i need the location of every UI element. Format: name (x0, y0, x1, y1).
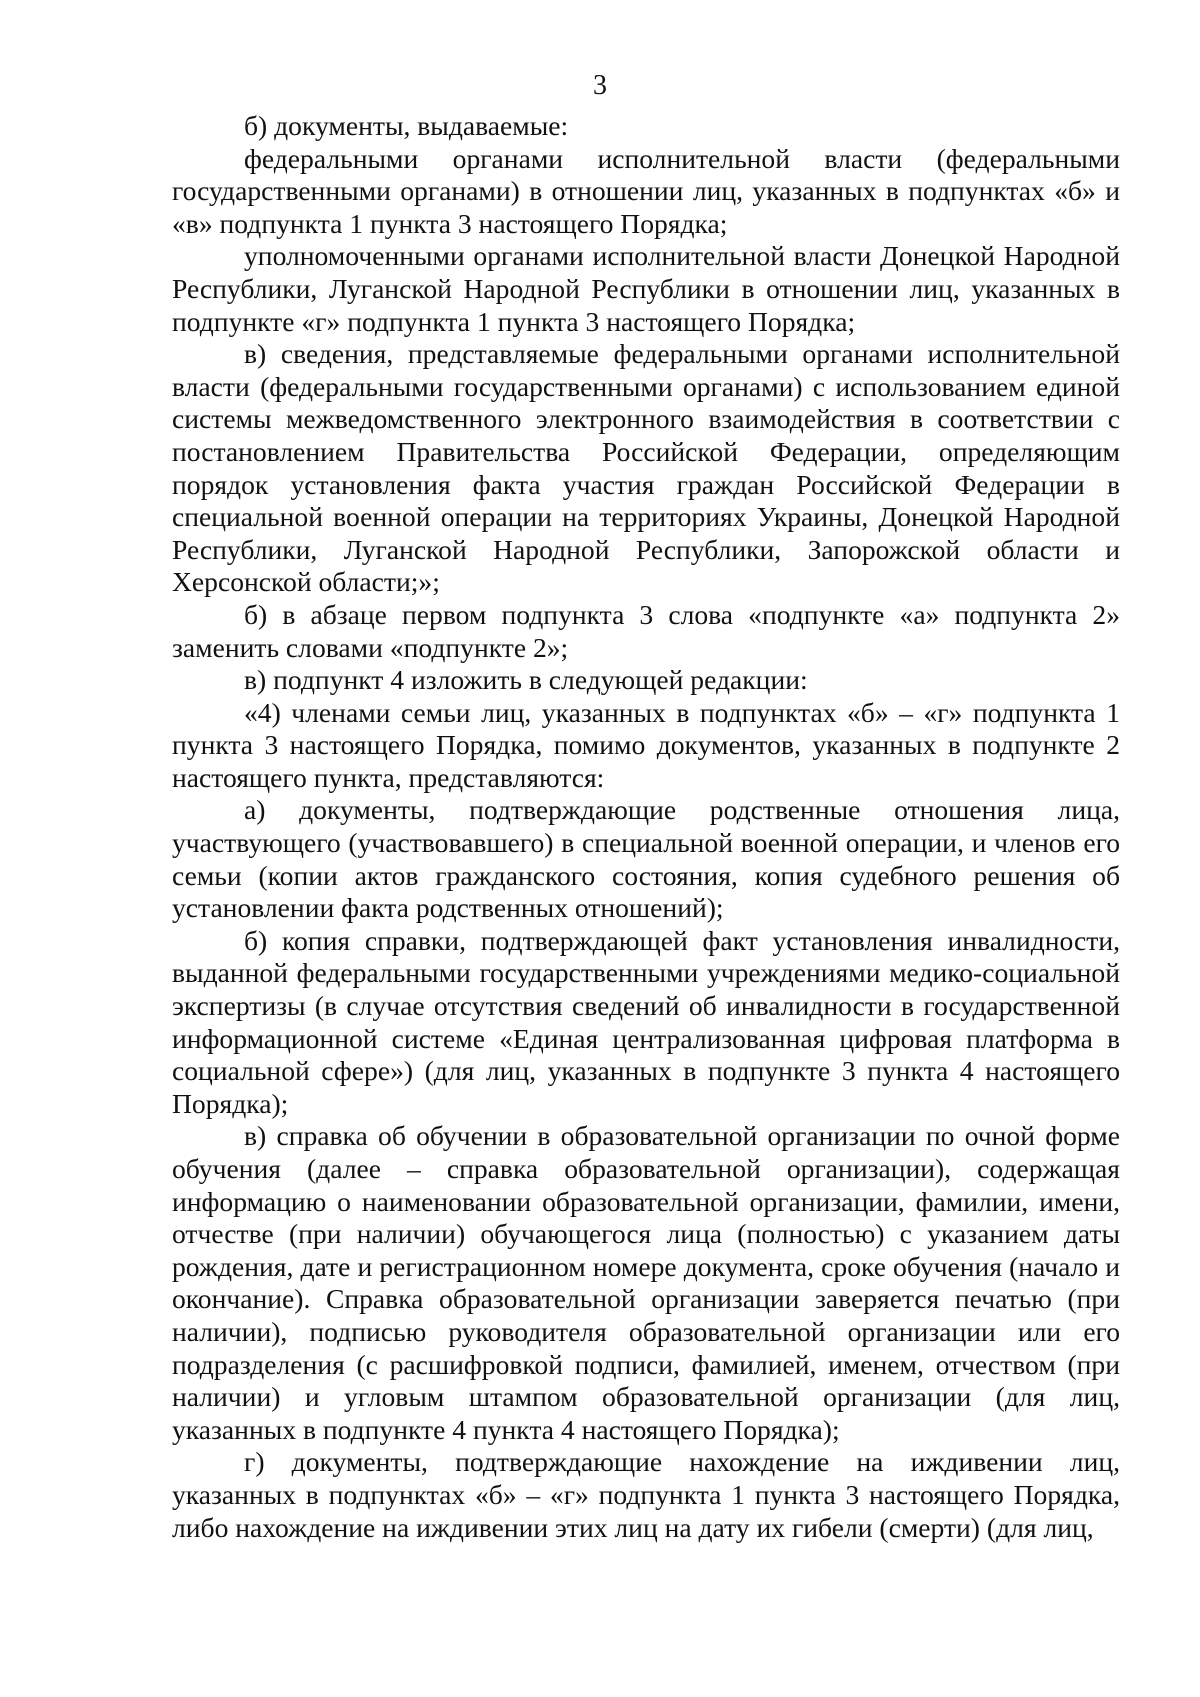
paragraph-b-documents-issued: б) документы, выдаваемые: (244, 110, 569, 141)
page-number: 3 (593, 70, 607, 101)
paragraph-4-family-members: «4) членами семьи лиц, указанных в подпунктах «б» – «г» подпункта 1 пункта 3 настоящего Порядка, помимо документов, указанных в подпункте 2 настоящего пункта, представляются: (172, 696, 1120, 793)
paragraph-a-kinship-documents: а) документы, подтверждающие родственные отношения лица, участвующего (участвовавшего) в специальной военной операции, и членов его семьи (копии актов гражданского состояния, копия судебного решения об установлении факта родственных отношений); (172, 794, 1120, 924)
paragraph-federal-authorities: федеральными органами исполнительной власти (федеральными государственными органами) в отношении лиц, указанных в подпунктах «б» и «в» подпункта 1 пункта 3 настоящего Порядка; (172, 142, 1120, 239)
paragraph-b-disability-certificate: б) копия справки, подтверждающей факт установления инвалидности, выданной федеральными государственными учреждениями медико-социальной экспертизы (в случае отсутствия сведений об инвалидности в государственной информационной системе «Единая централизованная цифровая платформа в социальной сфере») (для лиц, указанных в подпункте 3 пункта 4 настоящего Порядка); (172, 924, 1120, 1119)
paragraph-b-first-abzac: б) в абзаце первом подпункта 3 слова «подпункте «а» подпункта 2» заменить словами «подпункте 2»; (172, 598, 1120, 663)
document-body (172, 110, 1120, 1544)
paragraph-v-subitem-4: в) подпункт 4 изложить в следующей редакции: (244, 664, 808, 696)
paragraph-v-education-certificate: в) справка об обучении в образовательной организации по очной форме обучения (далее – справка образовательной организации), содержащая информацию о наименовании образовательной организации, фамилии, имени, отчестве (при наличии) обучающегося лица (полностью) с указанием даты рождения, дате и регистрационном номере документа, сроке обучения (начало и окончание). Справка образовательной организации заверяется печатью (при наличии), подписью руководителя образовательной организации или его подразделения (с расшифровкой подписи, фамилией, именем, отчеством (при наличии) и угловым штампом образовательной организации (для лиц, указанных в подпункте 4 пункта 4 настоящего Порядка); (172, 1120, 1120, 1445)
paragraph-authorized-authorities: уполномоченными органами исполнительной власти Донецкой Народной Республики, Луганской Народной Республики в отношении лиц, указанных в подпункте «г» подпункта 1 пункта 3 настоящего Порядка; (172, 240, 1120, 337)
paragraph-v-information: в) сведения, представляемые федеральными органами исполнительной власти (федеральными государственными органами) с использованием единой системы межведомственного электронного взаимодействия в соответствии с постановлением Правительства Российской Федерации, определяющим порядок установления факта участия граждан Российской Федерации в специальной военной операции на территориях Украины, Донецкой Народной Республики, Луганской Народной Республики, Запорожской области и Херсонской области;»; (172, 338, 1120, 598)
paragraph-g-dependency-documents: г) документы, подтверждающие нахождение на иждивении лиц, указанных в подпунктах «б» – «г» подпункта 1 пункта 3 настоящего Порядка, либо нахождение на иждивении этих лиц на дату их гибели (смерти) (для лиц, (172, 1446, 1120, 1543)
